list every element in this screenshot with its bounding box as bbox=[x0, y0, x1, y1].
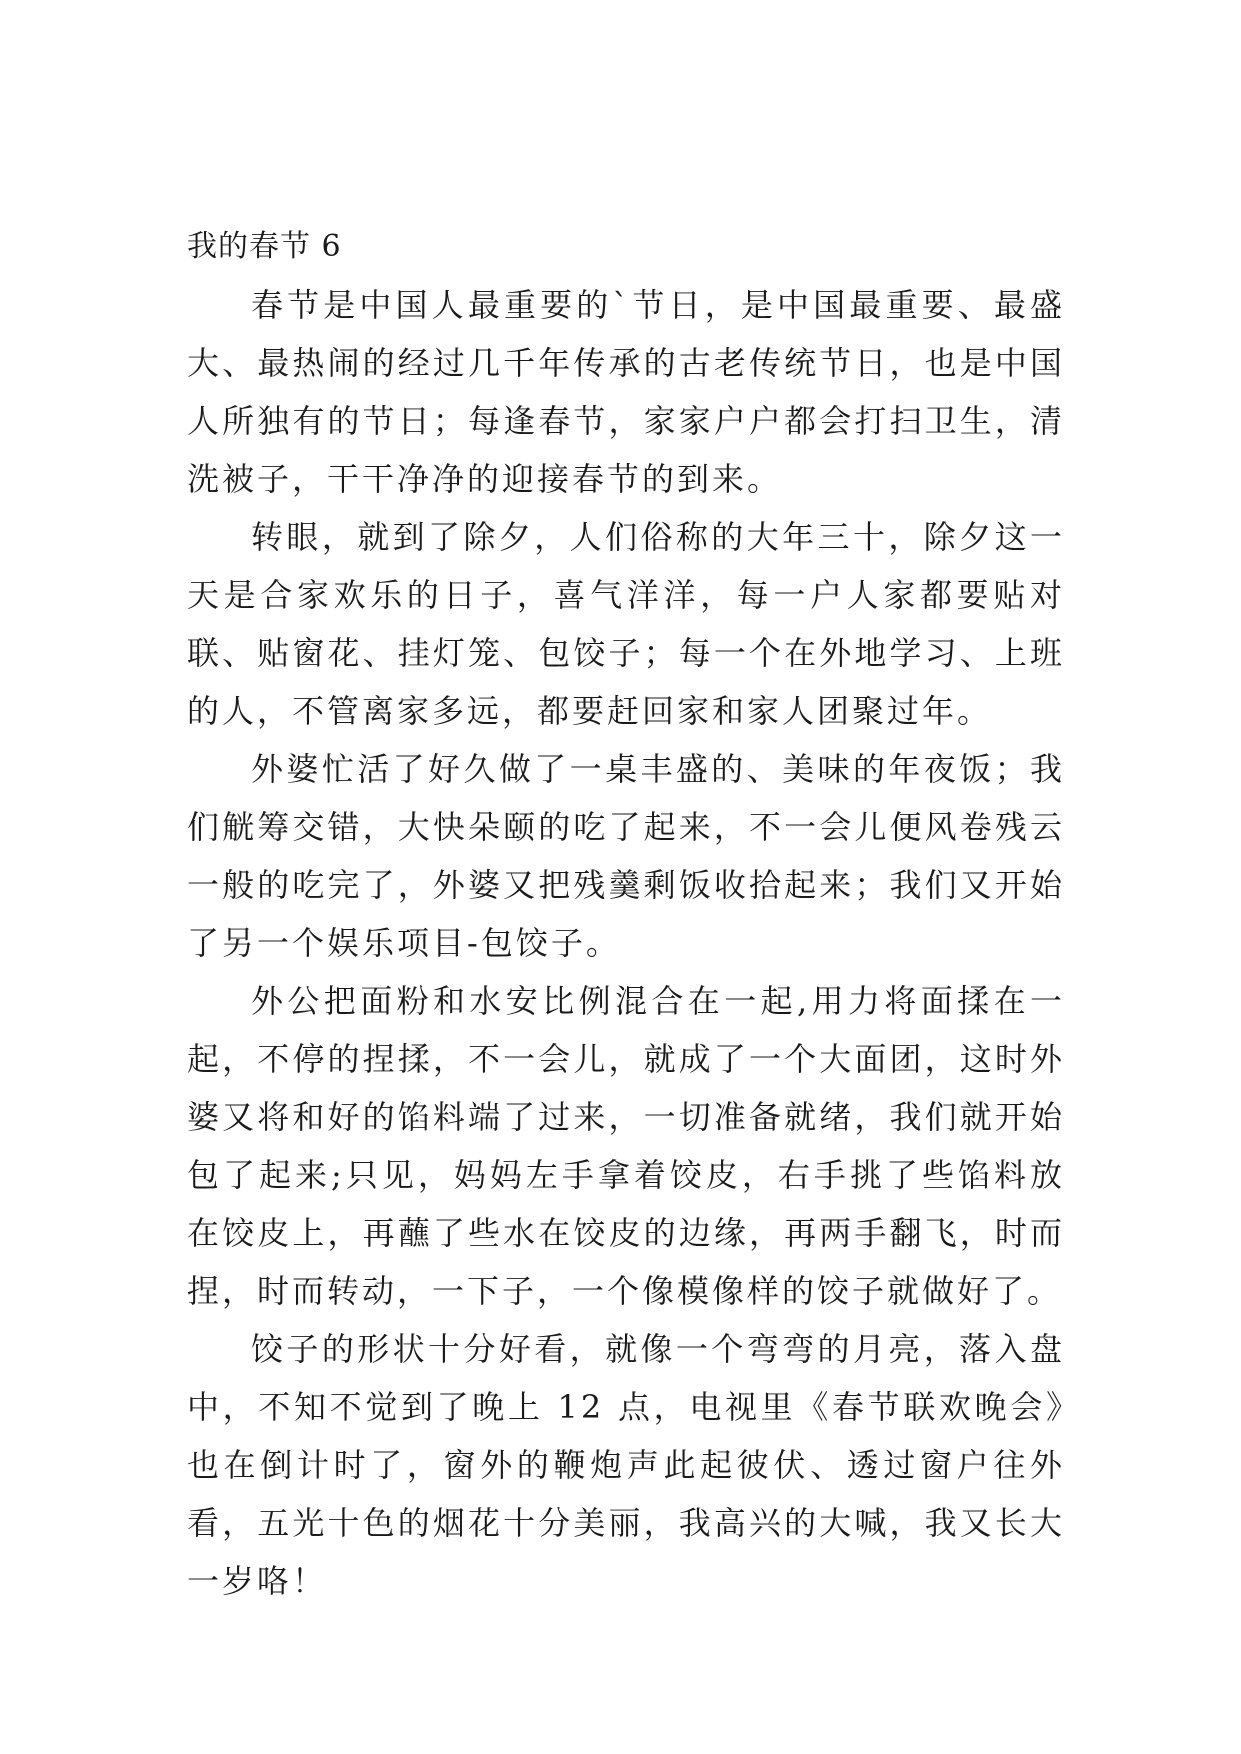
paragraph-4: 外公把面粉和水安比例混合在一起,用力将面揉在一起，不停的捏揉，不一会儿，就成了一个大面团，这时外婆又将和好的馅料端了过来，一切准备就绪，我们就开始包了起来;只见，妈妈左手拿着饺皮，右手挑了些馅料放在饺皮上，再蘸了些水在饺皮的边缘，再两手翻飞，时而捏，时而转动，一下子，一个像模像样的饺子就做好了。 bbox=[187, 982, 1065, 1310]
paragraph-2: 转眼，就到了除夕，人们俗称的大年三十，除夕这一天是合家欢乐的日子，喜气洋洋，每一户人家都要贴对联、贴窗花、挂灯笼、包饺子；每一个在外地学习、上班的人，不管离家多远，都要赶回家和家人团聚过年。 bbox=[187, 518, 1065, 730]
document-body bbox=[187, 218, 1065, 1610]
document-title: 我的春节 6 bbox=[187, 229, 342, 264]
paragraph-3: 外婆忙活了好久做了一桌丰盛的、美味的年夜饭；我们觥筹交错，大快朵颐的吃了起来，不一会儿便风卷残云一般的吃完了，外婆又把残羹剩饭收拾起来；我们又开始了另一个娱乐项目-包饺子。 bbox=[187, 750, 1065, 962]
paragraph-5: 饺子的形状十分好看，就像一个弯弯的月亮，落入盘中，不知不觉到了晚上 12 点，电视里《春节联欢晚会》也在倒计时了，窗外的鞭炮声此起彼伏、透过窗户往外看，五光十色的烟花十分美丽，我高兴的大喊，我又长大一岁咯！ bbox=[187, 1330, 1065, 1600]
paragraph-1: 春节是中国人最重要的`节日，是中国最重要、最盛大、最热闹的经过几千年传承的古老传统节日，也是中国人所独有的节日；每逢春节，家家户户都会打扫卫生，清洗被子，干干净净的迎接春节的到来。 bbox=[187, 286, 1065, 498]
